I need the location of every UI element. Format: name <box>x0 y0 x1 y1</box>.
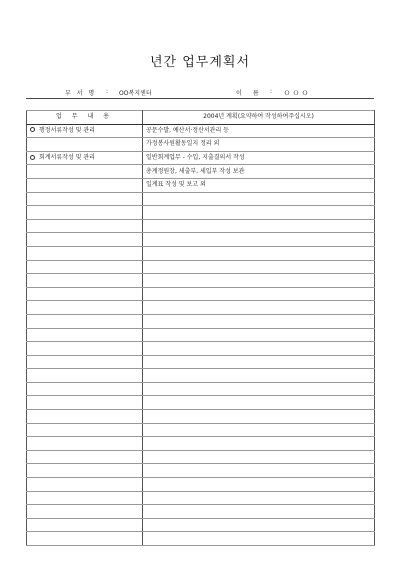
table-row <box>27 124 375 138</box>
task-cell[interactable] <box>27 192 143 206</box>
table-row <box>27 287 375 301</box>
task-cell[interactable] <box>27 301 143 315</box>
task-cell[interactable] <box>27 287 143 301</box>
plan-cell[interactable] <box>143 124 375 138</box>
plan-cell[interactable] <box>143 233 375 247</box>
plan-cell[interactable] <box>143 246 375 260</box>
plan-cell[interactable] <box>143 151 375 165</box>
plan-cell[interactable] <box>143 450 375 464</box>
name-label-2: 름 <box>253 90 259 97</box>
header-task: 업 무 내 용 <box>27 111 143 125</box>
plan-cell[interactable] <box>143 491 375 505</box>
plan-cell[interactable] <box>143 423 375 437</box>
task-cell[interactable] <box>27 260 143 274</box>
plan-cell[interactable] <box>143 260 375 274</box>
plan-cell[interactable] <box>143 314 375 328</box>
plan-cell[interactable] <box>143 410 375 424</box>
table-row <box>27 532 375 546</box>
task-cell[interactable] <box>27 246 143 260</box>
task-cell[interactable] <box>27 314 143 328</box>
plan-cell[interactable] <box>143 165 375 179</box>
task-cell[interactable] <box>27 450 143 464</box>
table-row <box>27 342 375 356</box>
table-header-row <box>27 111 375 125</box>
table-row <box>27 178 375 192</box>
plan-cell[interactable] <box>143 355 375 369</box>
table-row <box>27 437 375 451</box>
name-colon: : <box>270 88 273 95</box>
task-cell[interactable] <box>27 342 143 356</box>
circle-bullet-icon <box>30 155 35 160</box>
work-plan-table <box>26 110 375 546</box>
task-cell[interactable] <box>27 151 143 165</box>
plan-cell[interactable] <box>143 532 375 546</box>
table-row <box>27 355 375 369</box>
table-row <box>27 450 375 464</box>
department-colon: : <box>106 88 109 95</box>
table-row <box>27 192 375 206</box>
plan-text: 총계정원장, 세출부, 세입부 작성 보관 <box>146 167 245 175</box>
task-cell[interactable] <box>27 165 143 179</box>
plan-cell[interactable] <box>143 301 375 315</box>
task-cell[interactable] <box>27 518 143 532</box>
plan-cell[interactable] <box>143 192 375 206</box>
plan-cell[interactable] <box>143 342 375 356</box>
task-cell[interactable] <box>27 396 143 410</box>
plan-text: 가정봉사원활동일지 정리 외 <box>146 140 220 148</box>
table-row <box>27 219 375 233</box>
plan-text: 일반회계업무 - 수입, 지출결의서 작성 <box>146 154 245 162</box>
name-value: ＯＯＯ <box>284 90 312 97</box>
document-title: 년간 업무계획서 <box>149 55 251 70</box>
task-cell[interactable] <box>27 478 143 492</box>
table-row <box>27 165 375 179</box>
task-cell[interactable] <box>27 138 143 152</box>
plan-cell[interactable] <box>143 369 375 383</box>
plan-cell[interactable] <box>143 206 375 220</box>
task-cell[interactable] <box>27 124 143 138</box>
plan-cell[interactable] <box>143 328 375 342</box>
task-cell[interactable] <box>27 532 143 546</box>
task-text: 행정서류작성 및 관리 <box>39 126 95 134</box>
plan-cell[interactable] <box>143 437 375 451</box>
plan-cell[interactable] <box>143 382 375 396</box>
task-cell[interactable] <box>27 423 143 437</box>
department-label: 부 서 명 <box>65 90 97 97</box>
task-cell[interactable] <box>27 505 143 519</box>
plan-cell[interactable] <box>143 138 375 152</box>
table-row <box>27 396 375 410</box>
task-cell[interactable] <box>27 410 143 424</box>
plan-cell[interactable] <box>143 505 375 519</box>
plan-text: 일계표 작성 및 보고 외 <box>146 181 206 189</box>
task-cell[interactable] <box>27 206 143 220</box>
table-row <box>27 382 375 396</box>
table-row <box>27 518 375 532</box>
header-plan: 2004년 계획(요약하여 작성하여주십시오) <box>143 111 375 125</box>
circle-bullet-icon <box>30 127 35 132</box>
plan-cell[interactable] <box>143 274 375 288</box>
name-label: 이 <box>236 90 244 97</box>
department-value: OO복지센터 <box>119 90 152 97</box>
table-row <box>27 478 375 492</box>
table-row <box>27 206 375 220</box>
plan-text: 공문수발, 예산서·정산서관리 등 <box>146 126 229 134</box>
table-row <box>27 314 375 328</box>
task-cell[interactable] <box>27 178 143 192</box>
plan-cell[interactable] <box>143 219 375 233</box>
plan-cell[interactable] <box>143 518 375 532</box>
plan-cell[interactable] <box>143 287 375 301</box>
task-text: 회계서류작성 및 관리 <box>39 154 95 162</box>
plan-cell[interactable] <box>143 478 375 492</box>
plan-cell[interactable] <box>143 464 375 478</box>
table-row <box>27 138 375 152</box>
table-row <box>27 301 375 315</box>
task-cell[interactable] <box>27 369 143 383</box>
task-cell[interactable] <box>27 464 143 478</box>
task-cell[interactable] <box>27 382 143 396</box>
task-cell[interactable] <box>27 355 143 369</box>
task-cell[interactable] <box>27 491 143 505</box>
task-cell[interactable] <box>27 219 143 233</box>
table-row <box>27 410 375 424</box>
plan-cell[interactable] <box>143 178 375 192</box>
table-row <box>27 260 375 274</box>
task-cell[interactable] <box>27 233 143 247</box>
table-row <box>27 369 375 383</box>
task-cell[interactable] <box>27 328 143 342</box>
table-row <box>27 151 375 165</box>
table-row <box>27 491 375 505</box>
table-row <box>27 274 375 288</box>
table-row <box>27 328 375 342</box>
plan-cell[interactable] <box>143 396 375 410</box>
table-body <box>27 124 375 545</box>
table-row <box>27 423 375 437</box>
task-cell[interactable] <box>27 437 143 451</box>
table-row <box>27 505 375 519</box>
task-cell[interactable] <box>27 274 143 288</box>
table-row <box>27 246 375 260</box>
info-row <box>26 86 374 99</box>
table-row <box>27 464 375 478</box>
table-row <box>27 233 375 247</box>
